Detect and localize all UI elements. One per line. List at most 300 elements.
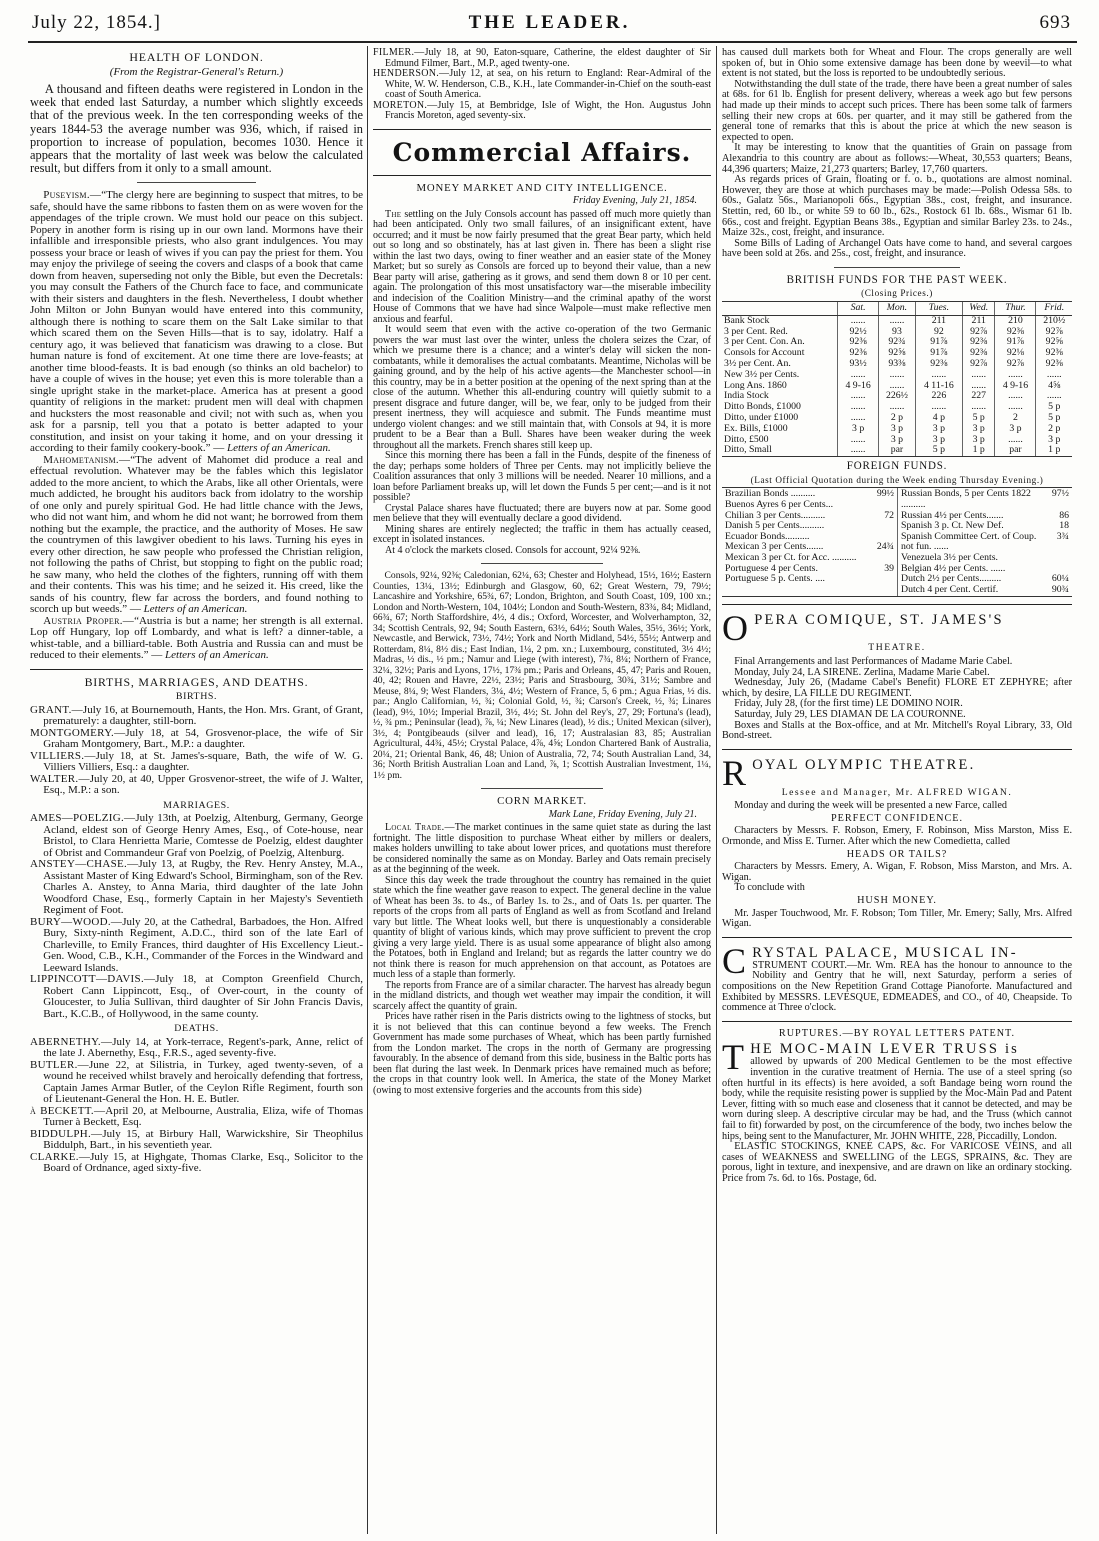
fund-row [901,553,1069,564]
price-cell: 91⅞ [915,348,962,359]
paragraph-text: has caused dull markets both for Wheat and Flour. The crops generally are well spoken of, but in Ohio some extensive damage has been done by weevil—to what extent is not stated, but the loss is reported to be undoubtedly serious. [722,48,1072,80]
issue-date: July 22, 1854.] [32,12,161,33]
fund-name: Russian Bonds, 5 per Cents 1822 .......... [901,488,1031,510]
paragraph-text: It may be interesting to know that the quantities of Grain on passage from Alexandria to this country are about as follows:—Wheat, 30,553 quarters; Beans, 44,396 quarters; Maize, 21,273 quarters; Barley, 17,760 quarters. [722,142,1072,175]
paragraph-lead: GRANT.— [30,703,83,716]
notice-entry [30,1060,363,1106]
price-cell: 4 p [915,413,962,424]
paragraph-text: July 18, at St. James's-square, Bath, the wife of W. G. Villiers Villiers, Esq.: a daughter. [43,749,363,774]
advertisement-title: CRYSTAL PALACE, MUSICAL IN- [722,940,1018,981]
price-cell: 92⅜ [838,337,879,348]
stock-name-cell: 3 per Cent. Con. An. [724,336,805,348]
paragraph-text: Consols, 92¼, 92⅜; Caledonian, 62¼, 63; Chester and Holyhead, 15½, 16½; Eastern Counties, 13¼, 13½; Edinburgh and Glasgow, 60, 62; Great Western, 79, 79½; Lancashire and Yorkshire, 65¾, 67; London, Brighton, and South Coast, 109, 100 xn.; London and North-Western, 104, 104½; London and South-Western, 83¾, 84; Midland, 66¾, 67; North Staffordshire, 4½, 4 dis.; Oxford, Worcester, and Wolverhampton, 32, 34; Scottish Centrals, 92, 94; South Eastern, 63½, 64½; South Wales, 35½, 36½; York, Newcastle, and Berwick, 73½, 74½; York and North Midland, 54½, 55½; Antwerp and Rotterdam, 8¼, 8½ dis.; East Indian, 1¼, 2 pm. xn.; Luxembourg, constituted, 3½ 4½; Madras, ½ dis., ½ pm.; Namur and Liege (with interest), 7¾, 8¼; Northern of France, 32¼, 32½; Paris and Lyons, 17½, 17¾ pm.; Paris and Orleans, 45, 47; Paris and Rouen, 40, 42; Rouen and Havre, 22½, 23½; Paris and Strasbourg, 30¾, 31½; Sambre and Meuse, 8¼, 9; West Flanders, 3¼, 4½; Western of France, 5, 6 pm.; Agua Frias, ½ dis. par.; Anglo Californian, ½, ¾; Colonial Gold, ½, ¾; Carson's Creek, ½, ¾; Linares (lead), 9½, 10½; Imperial Brazil, 3½, 4½; St. John del Rey's, 27, 29; Fortuna's (lead), ½, ¾ pm.; Peninsular (lead), ⅞, ¼; New Linares (lead), ½ dis.; United Mexican (silver), 3½, 4; Pontgibeauds (silver and lead), 16, 17; Australasian 83, 85; Australian Agricultural, 44¾, 45½; Crystal Palace, 4⅞, 4⅝; London Chartered Bank of Australia, 20¼, 21; Oriental Bank, 46, 48; Union of Australia, 72, 74; South Australian Land, 34, 36; North British Australian Loan and Land, ⅞, 1; Scottish Australian Investment, 1¼, 1½ pm. [373,570,711,781]
section-heading: MONEY MARKET AND CITY INTELLIGENCE. [416,181,668,194]
price-cell: ...... [879,381,916,392]
fund-name: Portuguese 4 per Cents. [725,562,818,574]
price-cell: ...... [995,391,1036,402]
price-cell: 4 11-16 [915,381,962,392]
article-paragraph [722,143,1072,175]
fund-value: 39 [884,562,894,574]
paragraph-text: July 15, at Highgate, Thomas Clarke, Esq., Solicitor to the Board of Ordnance, aged sixty-five. [43,1150,363,1175]
fund-name: Venezuela 3½ per Cents. [901,551,998,563]
article-paragraph [373,823,711,876]
price-cell: 3 p [879,424,916,435]
table-header-cell: Sat. [838,302,879,316]
short-rule [481,788,603,789]
price-cell: 226½ [879,391,916,402]
stock-name-cell: Ex. Bills, £1000 [724,422,788,434]
fund-value: 18 [1059,520,1069,532]
paragraph-attribution: Letters of an American. [227,442,331,455]
price-cell: ...... [995,435,1036,446]
price-cell: 5 p [1036,413,1072,424]
price-cell: ...... [838,435,879,446]
price-cell: 92⅝ [879,348,916,359]
notice-entry [373,69,711,101]
price-cell: 3 p [915,435,962,446]
stock-name-cell: Ditto, £500 [724,433,769,445]
paragraph-text: At 4 o'clock the markets closed. Consols for account, 92¼ 92⅜. [385,544,641,556]
article-paragraph [30,455,363,616]
price-cell: 3 p [915,424,962,435]
price-cell: 227 [962,391,994,402]
price-cell: ...... [879,315,916,326]
price-cell: 4 9-16 [995,381,1036,392]
paragraph-text: “Austria is but a name; her strength is all external. Lop off Hungary, lop off Lombardy, and what is left? a dinner-table, a whist-table, and a billiard-table. Both Austria and Russia can and must be reduced to their elements.” — [30,614,363,662]
paragraph-attribution: Letters of an American. [143,603,248,616]
paragraph-text: July 14, at York-terrace, Regent's-park, Anne, relict of the late J. Abernethy, Esq., F.R.S., aged seventy-five. [43,1035,363,1060]
notice-entry [30,705,363,728]
paragraph-text: allowed by upwards of 200 Medical Gentlemen to be the most effective invention in the curative treatment of Hernia. The use of a steel spring (so often hurtful in its effects) is here avoided, a soft Bandage being worn round the body, while the requisite resisting power is supplied by the Moc-Main Pad and Patent Lever, fitting with so much ease and closeness that it cannot be detected, and may be worn during sleep. A descriptive circular may be had, and the Truss (which cannot fail to fit) forwarded by post, on the circumference of the body, two inches below the hips, being sent to the Manufacturer, Mr. JOHN WHITE, 228, Piccadilly, London. [722,1056,1072,1142]
article-paragraph [373,1012,711,1096]
fund-name: Spanish Committee Cert. of Coup. not fun. ...... [901,530,1037,553]
price-cell: 93½ [838,359,879,370]
paragraph-text: July 15, at Birbury Hall, Warwickshire, Sir Theophilus Biddulph, Bart., in his seventieth year. [43,1127,363,1152]
article-paragraph [722,883,1072,894]
paragraph-text: STRUMENT COURT.—Mr. Wm. REA has the honour to announce to the Nobility and Gentry that he will, next Saturday, perform a series of compositions on the New Repetition Grand Cottage Pianoforte. Manufactured and Exhibited by MESSRS. LEVESQUE, EDMEADES, and CO., of 40, Cheapside. To commence at Three o'clock. [722,959,1072,1014]
paragraph-text: July 18, at 54, Grosvenor-place, the wife of Sir Graham Montgomery, Bart., M.P.: a daughter. [43,726,363,751]
stock-name-cell: Ditto, under £1000 [724,412,799,424]
stock-name-cell: Ditto, Small [722,445,838,456]
notice-entry [30,859,363,917]
fund-name: Dutch 4 per Cent. Certif. [901,583,999,595]
price-cell: ...... [879,402,916,413]
price-cell: 3 p [962,424,994,435]
paragraph-text: Since this morning there has been a fall in the Funds, despite of the fineness of the day; perhaps some holders of Three per Cents. may not implicitly believe the Coalition assurances that only 3 millions will be needed. Nearer 10 millions, and a loan before Parliament breaks up, will let down the Funds 5 per cent;—and is it not possible? [373,450,711,503]
paragraph-text: July 15, at Bembridge, Isle of Wight, the Hon. Augustus John Francis Moreton, aged seventy-six. [385,99,711,121]
paragraph-text: Since this day week the trade throughout the country has remained in the quiet state which the fine weather gave reason to expect. The general decline in the value of Wheat has been 3s. to 4s., of Barley 1s. to 2s., and of Oats 1s. per quarter. The reports of the crops from all parts of England as well as from Scotland and Ireland vary but little. The Wheat looks well, but there is unquestionably a considerable quantity of blight of various kinds, which may prove sufficient to prevent the crop giving a very large yield. There is as usual some appearance of blight also among the Potatoes, both in England and Ireland; but as regards the latter country we do not think there is reason for much apprehension on that account, as Potatoes are much less of a staple than formerly. [373,874,711,980]
price-cell: 92⅜ [962,348,994,359]
short-rule [481,563,603,564]
price-cell: par [879,445,916,456]
price-cell: 92⅜ [838,348,879,359]
paragraph-attribution: Letters of an American. [165,649,269,662]
article-paragraph [373,876,711,981]
fund-name: Mexican 3 per Ct. for Acc. .......... [725,551,857,563]
article-paragraph [722,80,1072,144]
notice-entry [30,751,363,774]
section-subheading: DEATHS. [174,1023,219,1035]
fund-row [901,532,1069,553]
price-cell: 210 [995,315,1036,326]
price-cell: 93⅜ [879,359,916,370]
price-cell: 2 p [1036,424,1072,435]
paragraph-text: July 20, at 40, Upper Grosvenor-street, the wife of J. Walter, Esq., M.P.: a son. [43,772,363,797]
price-cell: 1 p [1036,445,1072,456]
section-rule [722,749,1072,750]
table-header-cell: Frid. [1036,302,1072,316]
price-cell: 92⅜ [1036,348,1072,359]
section-rule [722,1021,1072,1022]
price-cell: ...... [962,381,994,392]
fund-value: 90¾ [1051,583,1069,595]
price-cell: 91⅞ [995,337,1036,348]
paragraph-text: Friday, July 28, (for the first time) LE DOMINO NOIR. [734,698,963,710]
paragraph-text: The reports from France are of a similar character. The harvest has already begun in the midland districts, and though wet weather may impair the condition, it will scarcely affect the quantity of grain. [373,979,711,1012]
price-cell: 92⅜ [962,337,994,348]
page-number: 693 [1039,12,1071,33]
department-title: Commercial Affairs. [392,137,692,167]
price-cell: 5 p [1036,402,1072,413]
price-cell: 3 p [879,435,916,446]
stock-name-cell: 3 per Cent. Red. [724,325,788,337]
dateline: Mark Lane, Friday Evening, July 21. [548,808,697,820]
fund-value [876,500,894,511]
table-header-cell: Thur. [995,302,1036,316]
paragraph-lead: HENDERSON.— [373,68,450,79]
paragraph-text: June 22, at Silistria, in Turkey, aged twenty-seven, of a wound he received whilst bravely and heroically defending that fortress, Captain James Armar Butler, of the Ceylon Rifle Regiment, fourth son of Lieutenant-General the Hon. H. E. Butler. [43,1058,363,1106]
table-header-cell: Wed. [962,302,994,316]
price-cell: 1 p [962,445,994,456]
fund-value [1051,553,1069,564]
paragraph-lead: MORETON.— [373,99,438,111]
paragraph-text: July 13, at Rugby, the Rev. Henry Anstey, M.A., Assistant Master of King Edward's School, Birmingham, son of the Rev. Charles A. Anstey, to Anna Maria, third daughter of the late John Woodford Chase, Esq., formerly Captain in her Majesty's Seventieth Regiment of Foot. [43,858,363,917]
newspaper-title: THE LEADER. [468,12,631,33]
foreign-funds-right [897,488,1072,596]
section-rule [722,604,1072,605]
fund-value: 60¼ [1051,573,1069,585]
stock-name-cell: New 3½ per Cents. [724,368,800,380]
column-divider-2 [716,46,717,1534]
column-middle [373,48,711,1535]
price-cell: 3 p [1036,435,1072,446]
paragraph-text: July 18, at 90, Eaton-square, Catherine, the eldest daughter of Sir Edmund Filmer, Bart., M.P., aged twenty-one. [385,48,711,69]
notice-entry [30,728,363,751]
price-cell: 211 [962,315,994,326]
price-cell: 92⅞ [1036,327,1072,338]
section-source: (From the Registrar-General's Return.) [109,65,284,78]
short-rule [834,267,960,268]
paragraph-text: Wednesday, July 26, (Madame Cabel's Benefit) FLORE ET ZEPHYRE; after which, by desire, LA FILLE DU REGIMENT. [722,677,1072,699]
price-cell: 4 9-16 [838,381,879,392]
fund-value [876,574,894,585]
price-cell: 92⅛ [995,348,1036,359]
advertisement-subtitle: THEATRE. [868,642,926,654]
fund-row [725,574,894,585]
article-paragraph [373,571,711,781]
paragraph-text: Monday and during the week will be presented a new Farce, called [734,800,1007,812]
paragraph-lead: BURY—WOOD.— [30,915,123,928]
price-cell: 2 p [879,413,916,424]
paragraph-lead: à BECKETT.— [30,1104,106,1117]
price-cell: 92⅝ [1036,337,1072,348]
paragraph-lead: CLARKE.— [30,1150,91,1163]
fund-row [725,500,894,511]
fund-name: Ecuador Bonds.......... [725,530,810,542]
masthead-rule [28,41,1077,43]
paragraph-text: Mining shares are entirely neglected; the traffic in them has actually ceased, except in isolated instances. [373,523,711,545]
fund-name: Spanish 3 p. Ct. New Def. [901,520,1004,532]
centered-line: PERFECT CONFIDENCE. [830,812,964,824]
advertisement-title: OPERA COMIQUE, ST. JAMES'S [722,608,1004,649]
fund-name: Brazilian Bonds .......... [725,488,816,500]
fund-row [901,489,1069,510]
notice-entry [373,48,711,69]
fund-row [901,585,1069,596]
paragraph-text: ELASTIC STOCKINGS, KNEE CAPS, &c. For VARICOSE VEINS, and all cases of WEAKNESS and SWELLING of the LEGS, SPRAINS, &c. They are porous, light in texture, and inexpensive, and are drawn on like an ordinary stocking. Price from 7s. 6d. to 16s. Postage, 6d. [722,1141,1072,1184]
table-header-cell: Mon. [879,302,916,316]
article-paragraph [373,981,711,1013]
paragraph-text: Prices have rather risen in the Paris districts owing to the lightness of stocks, but it is not believed that this can continue beyond a few weeks. The French Government has made some purchases of Wheat, which has been partly furnished from the London market. The crops in the north of Germany are progressing favourably. In the absence of demand from this side, business in the Baltic ports has been flat during the last week. In Denmark prices have remained much as before; the crops in that country look well. In America, the state of the Money Market (owing to most extensive forgeries and the accounts from this side) [373,1011,711,1096]
article-paragraph [373,504,711,525]
section-heading: HEALTH OF LONDON. [129,50,264,64]
paragraph-text: July 16, at Bournemouth, Hants, the Hon. Mrs. Grant, of Grant, prematurely: a daughter, still-born. [43,703,363,728]
paragraph-text: settling on the July Consols account has passed off much more quietly than had been anticipated. Only two small failures, of an insignificant extent, have occurred; and it must be now fairly presumed that the great Bear party, which held out so long and so obstinately, has at last given in. There has been a slight rise within the last two days, owing to finer weather and an easier state of the Money Market; but so surely as Consols are forced up to beyond their value, than a new Bear party will arise, gathering as it grows, and send them down 8 or 10 per cent. again. The prolongation of this most unsatisfactory war—the miserable imbecility and indecision of the Coalition Ministry—and the criminal apathy of the worst House of Commons that we have had since Walpole—must make reflective men anxious and fearful. [373,208,711,325]
paragraph-text: To conclude with [734,882,805,894]
price-cell: 3 p [995,424,1036,435]
section-rule [722,937,1072,938]
paragraph-text: Characters by Messrs. Emery, A. Wigan, F. Robson, Miss Marston, and Mrs. A. Wigan. [722,861,1072,883]
stock-name-cell: Consols for Account [724,347,805,359]
centered-line: HUSH MONEY. [857,895,937,907]
price-cell: ...... [995,370,1036,381]
paragraph-text: July 18, at Compton Greenfield Church, Robert Cann Lippincott, Esq., of Over-court, in the county of Gloucester, to Julia Sullivan, third daughter of Sir John Francis Davis, Bart., K.C.B., of Hollywood, in the same county. [43,973,363,1020]
british-funds-table [722,301,1072,457]
article-paragraph [722,961,1072,1014]
section-rule [373,129,711,130]
paragraph-lead: Austria Proper.— [43,614,135,627]
paragraph-lead: Mahometanism.— [43,453,131,466]
table-row [722,424,1072,435]
price-cell: ...... [838,413,879,424]
column-divider-1 [367,46,368,1534]
section-subheading: BIRTHS. [175,691,218,703]
notice-entry [373,101,711,122]
paragraph-text: “The advent of Mahomet did produce a real and effectual revolution. Whatever may be the fables which this legislator added to the more ancient, to which the Arabs, like all other Orientals, were much addicted, he brought his auditors back from idolatry to the worship of one only and purely spiritual God. He had little chance with the Jews, who did not want him, and whom he did not want; he borrowed from them nothing but the example, the practice, and the authority of Moses. He saw the countrymen of this lawgiver obedient to his laws. Turning his eyes in every other direction, he saw people who professed the Christian religion, not following the paths of Christ, but stopping to fight on the public road; he saw many, who held the clothes of the fighters, running off with them and their contents. This was his time; and he seized it. His creed, like the sands of his country, flew far across the borders, and found nothing to scorch up but weeds.” — [30,453,363,616]
price-cell: ...... [838,315,879,326]
centered-line: RUPTURES.—BY ROYAL LETTERS PATENT. [778,1027,1016,1039]
price-cell: 5 p [915,445,962,456]
article-paragraph [373,325,711,451]
paragraph-text: Monday, July 24, LA SIRENE. Zerlina, Madame Marie Cabel. [734,666,990,678]
price-cell: ...... [1036,370,1072,381]
notice-entry [30,774,363,797]
price-cell: 92⅞ [962,359,994,370]
notice-entry [30,1152,363,1175]
price-cell: 226 [915,391,962,402]
paragraph-text: Mr. Jasper Touchwood, Mr. F. Robson; Tom Tiller, Mr. Emery; Sally, Mrs. Alfred Wigan. [722,907,1072,930]
paragraph-lead: BIDDULPH.— [30,1127,103,1140]
column-left [30,48,363,1535]
price-cell: ...... [838,391,879,402]
stock-name-cell: India Stock [724,390,769,402]
article-paragraph [722,678,1072,699]
fund-name: Danish 5 per Cents.......... [725,520,825,532]
price-cell: ...... [838,445,879,456]
price-cell: 92 [915,327,962,338]
fund-value: 99½ [876,488,894,500]
paragraph-lead: Local Trade.— [385,822,455,833]
article-paragraph [373,451,711,504]
paragraph-text: April 20, at Melbourne, Australia, Eliza, wife of Thomas Turner à Beckett, Esq. [43,1104,363,1129]
price-cell: 211 [915,315,962,326]
paragraph-lead: MONTGOMERY.— [30,726,126,739]
price-cell: 210½ [1036,315,1072,326]
price-cell: 91⅞ [915,337,962,348]
article-paragraph [30,616,363,662]
notice-entry [30,1037,363,1060]
fund-row [725,553,894,564]
paragraph-lead: LIPPINCOTT—DAVIS.— [30,973,156,986]
paragraph-text: A thousand and fifteen deaths were registered in London in the week that ended last Saturday, a number which slightly exceeds that of the previous week. In the ten corresponding weeks of the years 1844-53 the average number was 936, which, if raised in proportion to increase of population, becomes 1030. Hence it appears that the mortality of last week was below the calculated result, but differs from it only to a small amount. [30,82,363,176]
centered-line: HEADS OR TAILS? [846,848,948,860]
price-cell: 92¾ [879,337,916,348]
article-paragraph [373,546,711,557]
paragraph-text: Boxes and Stalls at the Box-office, and at Mr. Mitchell's Royal Library, 33, Old Bond-street. [722,719,1072,742]
paragraph-text: Saturday, July 29, LES DIAMAN DE LA COURONNE. [734,708,966,720]
paragraph-lead: ABERNETHY.— [30,1035,113,1048]
advertisement-title: THE MOC-MAIN LEVER TRUSS is [722,1037,1020,1078]
price-cell: 92½ [838,327,879,338]
fund-value [876,521,894,532]
paragraph-text: It would seem that even with the active co-operation of the two Germanic powers the war must last over the winter, unless the cholera seizes the Czar, of which we presume there is a chance; and a winter's delay will sicken the non-combatants, while it demoralises the actual combatants. Meantime, Nicholas will be gaining ground, and by the help of his active agents—the Manchester school—in this country, may be in a better position at the opening of the next spring than at the close of the autumn. Whether this all-enduring country will quietly submit to a present disgrace and future danger, will be, we fear, only to be judged from their present inertness, they will acquiesce and submit. The Funds meantime must undergo violent changes: and we still maintain that, with Consols at 94, it is more prudent to be a Bear than a Bull. Shares have been weaker during the week throughout all the markets. French shares still keep up. [373,324,711,451]
paragraph-lead: WALTER.— [30,772,90,785]
foreign-funds-list [722,487,1072,597]
section-heading: BIRTHS, MARRIAGES, AND DEATHS. [84,674,309,689]
article-paragraph [722,239,1072,260]
article-paragraph [722,1057,1072,1142]
short-rule [137,182,257,183]
price-cell: 93 [879,327,916,338]
section-heading: CORN MARKET. [497,795,587,807]
article-paragraph [722,175,1072,239]
section-heading: FOREIGN FUNDS. [846,460,948,473]
fund-name: Portuguese 5 p. Cents. .... [725,573,825,585]
notice-entry [30,974,363,1020]
paragraph-text: July 12, at sea, on his return to England: Rear-Admiral of the White, W. W. Henderson, C.B., K.H., late Commander-in-Chief on the south-east coast of South America. [385,68,711,100]
article-paragraph [722,909,1072,930]
fund-name: Russian 4½ per Cents....... [901,509,1004,521]
price-cell: ...... [838,402,879,413]
table-header-cell: Tues. [915,302,962,316]
paragraph-text: Notwithstanding the dull state of the trade, there have been a great number of sales at 68s. for 61 lb. English for present delivery, whereas a week ago but few persons had made up their minds to accept such prices. There has been some talk of farmers selling their new crops at 60s. per quarter, and it may still be gathered from the general tone of remarks that this is about the price at which the new season is expected to open. [722,78,1072,143]
article-paragraph [722,721,1072,742]
stock-name-cell: Long Ans. 1860 [724,379,787,391]
price-cell: 3 p [962,435,994,446]
section-subheading: (Last Official Quotation during the Week ending Thursday Evening.) [750,474,1044,485]
article-paragraph [722,862,1072,883]
fund-value: 72 [884,509,894,521]
article-paragraph [30,83,363,175]
paragraph-lead: VILLIERS.— [30,749,96,762]
price-cell: ...... [915,370,962,381]
table-row [722,445,1072,456]
article-paragraph [722,48,1072,80]
price-cell: ...... [879,370,916,381]
fund-value: 86 [1059,509,1069,521]
stock-name-cell: Ditto Bonds, £1000 [724,401,801,413]
fund-name: Belgian 4½ per Cents. ...... [901,562,1006,574]
paragraph-lead: ANSTEY—CHASE.— [30,858,139,871]
price-cell: ...... [838,370,879,381]
notice-entry [30,917,363,975]
notice-entry [30,1129,363,1152]
stock-name-cell: 3½ per Cent. An. [724,358,791,370]
price-cell: ...... [995,402,1036,413]
price-cell: 2 [995,413,1036,424]
paragraph-lead: AMES—POELZIG.— [30,812,136,825]
fund-value: 24¾ [876,541,894,553]
price-cell: ...... [1036,391,1072,402]
price-cell: 92⅞ [995,359,1036,370]
fund-name: Dutch 2½ per Cents......... [901,573,1002,585]
price-cell: 92⅞ [962,327,994,338]
paragraph-text: Final Arrangements and last Performances of Madame Marie Cabel. [734,655,1013,667]
paragraph-text: “The clergy here are beginning to suspect that mitres, to be safe, should have the same ribbons to fasten them on as were woven for the appendages of the triple crown. We must hold our peace on this subject. Popery in another form is rising up in our own land. Mormons have their infallible and irresponsible priests, who also grant indulgences. You may possess your brace or leash of wives if you can pay the priest for them. You may enjoy the privilege of seeing the covers and clasps of a book that came down from heaven, superseding not only the Bible, but even the Decretals: you may consult the Fathers of the Church face to face, and communicate with their sisters and daughters in the flesh. Nevertheless, I doubt whether John Milton or John Bunyan would have entered into this community, although there is nothing to scare them on the Salt Lake similar to that which scared them on the Seven Hills—that is to say, idolatry. Half a century ago, it was believed that fanaticism was drawing to a close. But human nature is fond of excitement. At one time there are love-feasts; at another time blood-feasts. It is bad enough (so thinks an old bachelor) to have a couple of wives in the house; yet even this is more tolerable than a single upright stake in the market-place. America has at present a good quantity of religions in the market: prudent men will deal with chapmen and hucksters the most reasonable and civil; not with such as, when you ask for a parsnip, tell you that a potato is better adapted to your constitution, and insist on your taking it home, and on your dressing it according to their family cookery-book.” — [30,189,363,455]
stock-name-cell: Bank Stock [724,314,770,326]
foreign-funds-left [722,488,897,596]
price-cell: ...... [962,402,994,413]
table-header-row [722,302,1072,316]
paragraph-text: As regards prices of Grain, floating or f. o. b., quotations are almost nominal. However, they are those at which purchases may be made:—Polish Odessa 58s. to 60s., Galatz 56s., Marianopoli 66s., Egyptian 38s., cost, freight, and insurance. Stettin, red, 60 lb., or white 59 to 60 lb., 62s., Rostock 61 lb. 68s., Wismar 61 lb. 66s., cost and freight. Egyptian Beans 38s., Egyptian and similar Barley 23s. to 24s., Maize 32s., cost, freight, and insurance. [722,174,1072,239]
price-cell: 5 p [962,413,994,424]
price-cell: 92⅜ [995,327,1036,338]
fund-name: Buenos Ayres 6 per Cents... [725,499,834,510]
advertisement-title: ROYAL OLYMPIC THEATRE. [722,752,976,793]
paragraph-text: The market continues in the same quiet state as during the last fortnight. The little disposition to purchase Wheat either by millers or dealers, makes holders unwilling to take about lower prices, and quotations must therefore be considered nominally the same as on Monday. Barley and Oats remain precisely as at the beginning of the week. [373,822,711,875]
price-cell: ...... [962,370,994,381]
fund-name: Chilian 3 per Cents.......... [725,509,826,521]
section-subheading: (Closing Prices.) [861,288,933,299]
article-paragraph [722,1142,1072,1184]
price-cell: 92⅜ [1036,359,1072,370]
paragraph-lead: FILMER.— [373,48,425,58]
paragraph-lead: Puseyism.— [43,189,102,202]
article-paragraph [722,801,1072,812]
fund-value: 3¾ [1056,530,1069,542]
article-paragraph [373,525,711,546]
article-paragraph [373,210,711,326]
notice-entry [30,1106,363,1129]
price-cell: ...... [915,402,962,413]
paragraph-text: Characters by Messrs. F. Robson, Emery, F. Robinson, Miss Marston, Miss E. Ormonde, and Miss E. Turner. After which the new Comedietta, called [722,825,1072,848]
paragraph-lead: BUTLER.— [30,1058,89,1071]
fund-name: Mexican 3 per Cents....... [725,541,824,553]
table-row [722,315,1072,326]
price-cell: 92⅜ [915,359,962,370]
paragraph-text: Crystal Palace shares have fluctuated; there are buyers now at par. Some good men believe that they will eventually declare a good dividend. [373,502,711,524]
paragraph-text: Some Bills of Lading of Archangel Oats have come to hand, and several cargoes have been sold at 26s. and 25s., cost, freight, and insurance. [722,237,1072,260]
fund-value: 97½ [1051,488,1069,500]
price-cell: par [995,445,1036,456]
article-paragraph [722,826,1072,847]
masthead [0,0,1099,42]
section-subheading: MARRIAGES. [163,799,230,811]
paragraph-lead: The [385,208,402,220]
price-cell: 3 p [838,424,879,435]
table-header-cell [722,302,838,316]
advertisement-subtitle: Lessee and Manager, Mr. ALFRED WIGAN. [781,786,1013,798]
